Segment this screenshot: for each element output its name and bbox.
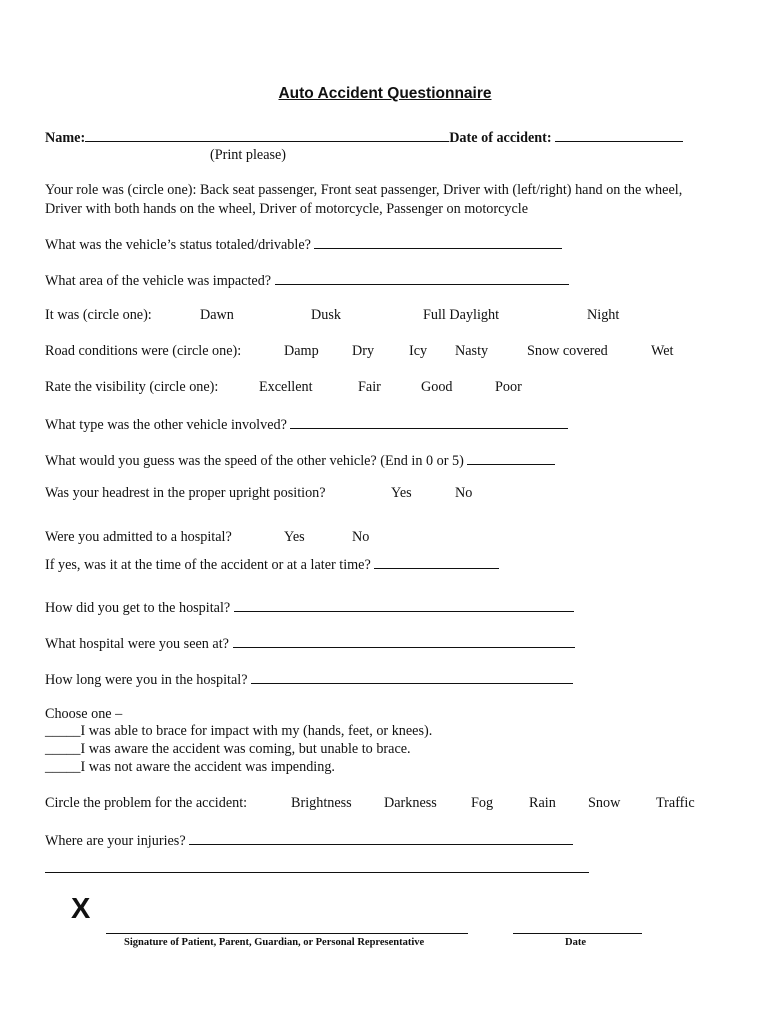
choose-one-blank[interactable]: _____	[45, 723, 81, 739]
hospital-how-long-question: How long were you in the hospital?	[45, 672, 248, 688]
visibility-option-poor[interactable]: Poor	[495, 379, 522, 395]
date-caption: Date	[565, 937, 586, 948]
choose-one-option-text: I was not aware the accident was impending.	[80, 759, 335, 775]
visibility-option-excellent[interactable]: Excellent	[259, 379, 313, 395]
injuries-row	[45, 831, 573, 850]
road-option-dry[interactable]: Dry	[352, 343, 375, 359]
road-option-nasty[interactable]: Nasty	[455, 343, 489, 359]
vehicle-status-row	[45, 235, 562, 254]
role-question: Your role was (circle one): Back seat passenger, Front seat passenger, Driver with (left/right) hand on the wheel, Driver with both hands on the wheel, Driver of motorcycle, Passenger on motorcycle	[45, 182, 683, 217]
other-vehicle-type-question: What type was the other vehicle involved?	[45, 417, 287, 433]
choose-one-option-1[interactable]	[45, 723, 432, 740]
other-vehicle-speed-field[interactable]	[467, 451, 555, 465]
hospital-time-row	[45, 555, 499, 574]
hospital-which-row	[45, 634, 575, 653]
choose-one-blank[interactable]: _____	[45, 741, 81, 757]
hospital-how-question: How did you get to the hospital?	[45, 600, 231, 616]
other-vehicle-speed-row	[45, 451, 555, 470]
hospital-which-question: What hospital were you seen at?	[45, 636, 229, 652]
vehicle-status-question: What was the vehicle’s status totaled/drivable?	[45, 237, 311, 253]
headrest-option-no[interactable]: No	[455, 485, 473, 501]
problem-option-rain[interactable]: Rain	[529, 795, 556, 811]
hospital-time-question: If yes, was it at the time of the accident or at a later time?	[45, 557, 371, 573]
choose-one-label: Choose one –	[45, 706, 123, 722]
date-of-accident-label: Date of accident:	[449, 130, 552, 146]
name-label: Name:	[45, 130, 86, 146]
hospital-how-long-row	[45, 670, 573, 689]
time-option-full-daylight[interactable]: Full Daylight	[423, 307, 500, 323]
hospital-time-field[interactable]	[374, 555, 499, 569]
hospital-which-field[interactable]	[233, 634, 575, 648]
signature-line[interactable]	[106, 933, 468, 934]
time-of-day-label: It was (circle one):	[45, 307, 152, 323]
visibility-option-fair[interactable]: Fair	[358, 379, 381, 395]
choose-one-option-text: I was able to brace for impact with my (hands, feet, or knees).	[80, 723, 433, 739]
injuries-field[interactable]	[189, 831, 573, 845]
choose-one-blank[interactable]: _____	[45, 759, 81, 775]
road-conditions-label: Road conditions were (circle one):	[45, 343, 242, 359]
time-option-dawn[interactable]: Dawn	[200, 307, 234, 323]
form-title: Auto Accident Questionnaire	[278, 85, 492, 102]
choose-one-option-2[interactable]	[45, 741, 411, 758]
road-option-icy[interactable]: Icy	[409, 343, 428, 359]
area-impacted-question: What area of the vehicle was impacted?	[45, 273, 272, 289]
problem-option-brightness[interactable]: Brightness	[291, 795, 352, 811]
visibility-label: Rate the visibility (circle one):	[45, 379, 219, 395]
date-of-accident-field[interactable]	[555, 128, 683, 142]
signature-x-mark: X	[71, 893, 91, 925]
hospital-how-field[interactable]	[234, 598, 574, 612]
other-vehicle-type-field[interactable]	[290, 415, 568, 429]
problem-option-snow[interactable]: Snow	[588, 795, 621, 811]
road-option-damp[interactable]: Damp	[284, 343, 319, 359]
hospital-admitted-option-no[interactable]: No	[352, 529, 370, 545]
problem-label: Circle the problem for the accident:	[45, 795, 248, 811]
other-vehicle-type-row	[45, 415, 568, 434]
hospital-admitted-option-yes[interactable]: Yes	[284, 529, 305, 545]
choose-one-option-text: I was aware the accident was coming, but unable to brace.	[80, 741, 411, 757]
date-line[interactable]	[513, 933, 642, 934]
area-impacted-field[interactable]	[275, 271, 569, 285]
road-option-wet[interactable]: Wet	[651, 343, 674, 359]
headrest-label: Was your headrest in the proper upright position?	[45, 485, 326, 501]
problem-option-fog[interactable]: Fog	[471, 795, 494, 811]
headrest-option-yes[interactable]: Yes	[391, 485, 412, 501]
print-please-note: (Print please)	[210, 147, 287, 163]
injuries-field-continuation[interactable]	[45, 872, 589, 873]
choose-one-option-3[interactable]	[45, 759, 335, 776]
hospital-how-row	[45, 598, 574, 617]
injuries-question: Where are your injuries?	[45, 833, 186, 849]
other-vehicle-speed-question: What would you guess was the speed of the other vehicle? (End in 0 or 5)	[45, 453, 464, 469]
time-option-night[interactable]: Night	[587, 307, 620, 323]
problem-option-traffic[interactable]: Traffic	[656, 795, 695, 811]
problem-option-darkness[interactable]: Darkness	[384, 795, 437, 811]
hospital-how-long-field[interactable]	[251, 670, 573, 684]
time-option-dusk[interactable]: Dusk	[311, 307, 341, 323]
name-row	[45, 128, 683, 147]
vehicle-status-field[interactable]	[314, 235, 562, 249]
name-field[interactable]	[85, 128, 449, 142]
signature-caption: Signature of Patient, Parent, Guardian, or Personal Representative	[124, 937, 425, 948]
hospital-admitted-label: Were you admitted to a hospital?	[45, 529, 232, 545]
road-option-snow-covered[interactable]: Snow covered	[527, 343, 608, 359]
visibility-option-good[interactable]: Good	[421, 379, 453, 395]
area-impacted-row	[45, 271, 569, 290]
